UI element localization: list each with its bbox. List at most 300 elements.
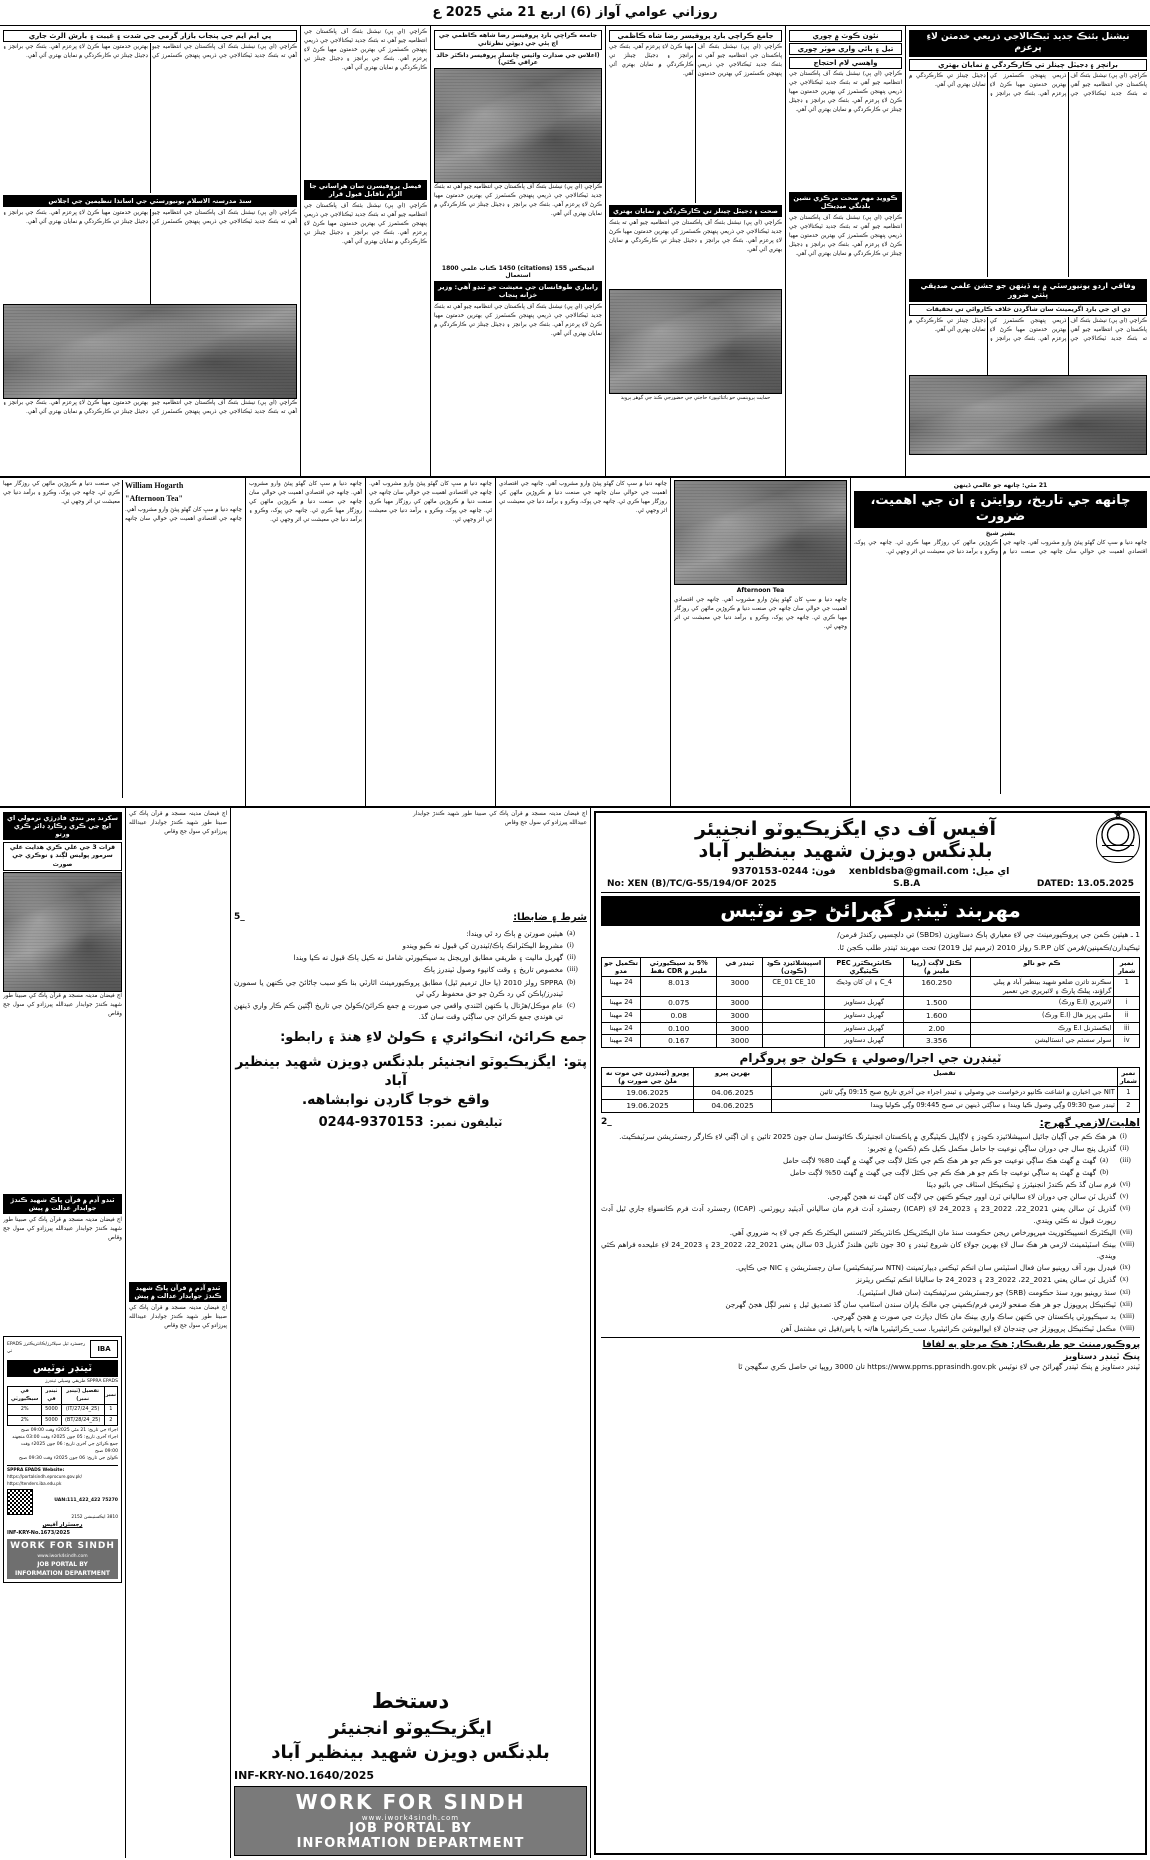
- cell-iba-sec: 2%: [8, 1415, 42, 1426]
- cell-code: [763, 1022, 825, 1035]
- article-body-karachi: ڪراچي (اي ٻي) نيشنل بئنڪ آف پاڪستان جي انتظاميه چيو آهي ته بئنڪ جديد ٽيڪنالاجي جي ذريعي پنهنجن ڪسٽمرز کي بهترين خدمتون مهيا ڪرڻ لاءِ پرعزم آهي. بئنڪ جي برانچز ۽ ڊجيٽل چينلز تي ڪارڪردگي ۾ نمايان بهتري آئي آهي.: [609, 44, 782, 78]
- table-header-row: [8, 1387, 118, 1405]
- cell-work: لائبريري (E.I ورڪ): [970, 997, 1114, 1010]
- contact-section-title: جمع ڪرائڻ، انڪوائري ۽ ڪولڻ لاءِ هنڌ ۽ رابطو:: [280, 1030, 587, 1046]
- item-submarker: (a): [1100, 1155, 1108, 1164]
- headline-theft-2: تيل ۽ ٻائي واري موٽر چوري: [789, 43, 902, 55]
- table-row: [602, 1035, 1140, 1048]
- item-submarker: (b): [1100, 1167, 1109, 1176]
- hogarth-artist: William Hogarth: [125, 481, 184, 490]
- th-pec: ڪانٽريڪٽرز PEC ڪيٽيگري: [825, 957, 903, 976]
- eligibility-item: [601, 1131, 1140, 1142]
- headline-nbp: نيشنل بئنڪ جديد ٽيڪنالاجي ذريعي خدمتن لاءِ پرعزم: [909, 30, 1147, 57]
- article-body-bot-left-2: اڄ فيضان مدينہ مسجد ۾ قرآن پاڪ کي صبينا طور شهيد ڪندڙ جوابدار عبيدالله پيرزادو کي سول جج وقاص: [3, 1217, 122, 1242]
- cell-pec: گهربل دستاويز: [825, 1022, 903, 1035]
- article-body-kovid: ڪراچي (اي ٻي) نيشنل بئنڪ آف پاڪستان جي انتظاميه چيو آهي ته بئنڪ جديد ٽيڪنالاجي جي ذريعي پنهنجن ڪسٽمرز کي بهترين خدمتون مهيا ڪرڻ لاءِ پرعزم آهي. بئنڪ جي برانچز ۽ ڊجيٽل چينلز تي ڪارڪردگي ۾ نمايان بهتري آئي آهي.: [789, 215, 902, 258]
- tender-intro-2: ٺيڪيدارن/ڪمپنين/فرمن کان S.P.P رولز 2010 (ترميم ٿيل 2019) تحت مهربند ٽينڊر طلب ڪجن ٿا.: [837, 942, 1140, 952]
- th-prog-d1: بهرين پيرو: [694, 1067, 772, 1086]
- photo-group: [609, 289, 782, 394]
- tea-col-c: [495, 478, 670, 806]
- table-row: [602, 1099, 1140, 1112]
- iba-tender-title: ٽينڊر نوٽيس: [7, 1360, 118, 1377]
- condition-item: [234, 964, 587, 975]
- table-row: [602, 1022, 1140, 1035]
- th-prog-no: نمبر شمار: [1117, 1067, 1139, 1086]
- tea-col-photo: [670, 478, 850, 806]
- th-work: ڪم جو نالو: [970, 957, 1114, 976]
- iba-bullet: جمع ڪرائڻ جي آخري تاريخ: 06 جون 2025ء وقت 09:00 صبح: [20, 1441, 118, 1454]
- item-marker: (v): [1120, 1192, 1129, 1201]
- tender-divider: [601, 1337, 1140, 1338]
- item-marker: (iii): [1120, 1155, 1131, 1164]
- cell-pec: C_4 ۽ ان کان وڌيڪ: [825, 977, 903, 997]
- metric-index: انڊيڪس 155 (citations) 1450 ڪتاب علمي 1800 استعمال: [441, 264, 595, 279]
- tea-author: بشير شيخ: [985, 529, 1016, 537]
- wfs-small-banner[interactable]: [7, 1539, 118, 1579]
- th-prog-d2: پويرو (ٽينڊرن جي موت نه ملڻ جي صورت ۾): [602, 1067, 694, 1086]
- cell-iba-no: 2: [104, 1415, 117, 1426]
- tender-continuation-column: [230, 808, 590, 1858]
- item-text: بينڪ اسٽيٽمينٽ لازمي هر هڪ سال لاءِ بهرين جولاءِ کان شروع ٽينڊر ۽ 30 جون تائين هلندڙ گذريل 03 سالن يعني 2021_22، 2022_23 ۽ 2023_24 لاءِ عليحده فراهم ڪئي ويندي.: [601, 1239, 1116, 1261]
- headline-theft-3: واهسي لام احتجاج: [789, 57, 902, 69]
- cell-prog-d1: 04.06.2025: [694, 1099, 772, 1112]
- top-col-karachi: [605, 26, 785, 476]
- tea-headline: چانهه جي تاريخ، روايتن ۽ ان جي اهميت، ضرورت: [854, 491, 1147, 528]
- wfs-small-title: WORK FOR SINDH: [10, 1541, 115, 1552]
- inf-number: INF-KRY-NO.1640/2025: [234, 1769, 375, 1783]
- item-marker: [1120, 1167, 1140, 1178]
- th-code: اسپيشلائيزڊ ڪوڊ (ڪوڊن): [763, 957, 825, 976]
- headline-isd: سنڌ مدرستہ الاسلام يونيورسٽي جي اساتذا تنظيمين جي اجلاس: [3, 195, 297, 207]
- iba-line-2: رجسٽرڊ ٿيل سپلائرز/ڪانٽريڪٽرز EPADS تي: [7, 1342, 86, 1355]
- th-cost: ڪئل لاڳت (رپيا ملينز ۾): [903, 957, 970, 976]
- item-text: اليڪٽرڪ انسپيڪٽوريٽ ميرپورخاص ريجن حڪومت سنڌ مان اليڪٽريڪل ڪانٽريڪٽر لائسنس اليڪٽرڪ ڪم جي لاءِ بہ ضروري آهي.: [729, 1227, 1116, 1237]
- cell-work: ملٽي پرپز هال (E.I ورڪ): [970, 1009, 1114, 1022]
- table-row: [8, 1415, 118, 1426]
- conditions-number: 5_: [234, 911, 245, 922]
- cell-code: [763, 1009, 825, 1022]
- telephone-label: ٽيليفون نمبر:: [429, 1116, 503, 1130]
- tender-contact-line: اي ميل: xenbldsba@gmail.com فون: 0244-9370153: [731, 866, 1010, 877]
- item-text: فرم سان گڏ ڪم ڪندڙ انجنيئرز ۽ ٽيڪنيڪل اسٽاف جي بائيو ڊيٽا: [926, 1180, 1116, 1190]
- cell-fee: 3000: [717, 997, 763, 1010]
- item-marker: (vi): [1120, 1180, 1131, 1189]
- wfs-url[interactable]: www.iwork4sindh.com: [361, 1814, 460, 1823]
- cell-prog-d1: 04.06.2025: [694, 1087, 772, 1100]
- eligibility-item: [601, 1179, 1140, 1190]
- item-marker: (c): [567, 1000, 575, 1009]
- iba-bullet: اجراء جي تاريخ: 21 مئي 2025ء وقت 09:00 صبح: [21, 1428, 118, 1434]
- cell-fee: 3000: [717, 1009, 763, 1022]
- article-body-sehat: ڪراچي (اي ٻي) نيشنل بئنڪ آف پاڪستان جي انتظاميه چيو آهي ته بئنڪ جديد ٽيڪنالاجي جي ذريعي پنهنجن ڪسٽمرز کي بهترين خدمتون مهيا ڪرڻ لاءِ پرعزم آهي. بئنڪ جي برانچز ۽ ڊجيٽل چينلز تي ڪارڪردگي ۾ نمايان بهتري آئي آهي.: [609, 220, 782, 254]
- cell-prog-d2: 19.06.2025: [602, 1099, 694, 1112]
- headline-sk: سکرند پير ننڊي فادرڙي نرمولي اي ايچ جي ڪري رڪارڊ ڊائر ڪري ورتو: [3, 812, 122, 840]
- tea-body-c: چانهه دنيا ۾ سڀ کان گهڻو پيئڻ وارو مشروب آهي. چانهه جي اقتصادي اهميت جي حوالي سان چانهه جي صنعت دنيا ۾ ڪروڙين ماڻهن کي روزگار مهيا ڪري ٿي. چانهه جي پوک، وڪرو ۽ برآمد دنيا جي معيشت تي اثر وجهي ٿي.: [499, 481, 667, 515]
- item-text: گذريل ٽن سالن جي دوران لاءِ سالياني ٽرن اوور جيڪو ڪنهن جي لاڳت کان گهٽ نه هجڻ گهرجي.: [827, 1192, 1116, 1202]
- email-value: xenbldsba@gmail.com: [848, 866, 969, 877]
- condition-item: [234, 928, 587, 939]
- tea-body-hogarth: چانهه دنيا ۾ سڀ کان گهڻو پيئڻ وارو مشروب آهي. چانهه جي اقتصادي اهميت جي حوالي سان چانهه جي صنعت دنيا ۾ ڪروڙين ماڻهن کي روزگار مهيا ڪري ٿي. چانهه جي پوک، وڪرو ۽ برآمد دنيا جي معيشت تي اثر وجهي ٿي.: [3, 481, 242, 522]
- cell-cdr: 8.013: [641, 977, 717, 997]
- article-body-bot-left-1: اڄ فيضان مدينہ مسجد ۾ قرآن پاڪ کي صبينا طور شهيد ڪندڙ جوابدار عبيدالله پيرزادو کي سول جج وقاص: [3, 993, 122, 1018]
- tender-program-table: [601, 1067, 1140, 1113]
- item-text: بد سيڪيورٽي پاڪستان جي ڪنهن ساڪ واري بينڪ مان ڪال ڊپازٽ جي صورت ۾ هجڻ گهرجي.: [831, 1311, 1116, 1321]
- tea-body-d: چانهه دنيا ۾ سڀ کان گهڻو پيئڻ وارو مشروب آهي. چانهه جي اقتصادي اهميت جي حوالي سان چانهه جي صنعت دنيا ۾ ڪروڙين ماڻهن کي روزگار مهيا ڪري ٿي. چانهه جي پوک، وڪرو ۽ برآمد دنيا جي معيشت تي اثر وجهي ٿي.: [369, 481, 492, 524]
- item-text: هر هڪ ڪم جي آڳيان جائيل اسپيشلائيزڊ ڪوڊز ۽ لاڳاپيل ڪيٽيگري ۾ پاڪستان انجنيئرنگ ڪائونسل سان جون 2025 تائين ۽ ان اڳتي لاءِ ڪارگر رجسٽريشن سرٽيفڪيٽ.: [619, 1131, 1116, 1141]
- eligibility-item: [601, 1143, 1140, 1154]
- th-iba-no: نمبر: [104, 1387, 117, 1405]
- cell-no: iii: [1114, 1022, 1140, 1035]
- top-col-briefs: [785, 26, 905, 476]
- cell-work: ايڪسٽرنل E.I ورڪ: [970, 1022, 1114, 1035]
- cell-cost: 1.600: [903, 1009, 970, 1022]
- headline-karachi-uni: جامع ڪراچي بارڊ پروفيسر رضا شاه ڪاظمي: [609, 30, 782, 42]
- item-marker: (i): [567, 941, 574, 950]
- item-text: گهٽ ۾ گهٽ ٻه ساڳي نوعيت جا ڪم جو هر هڪ ڪم جي ڪئل لاڳت جي گهٽ ۾ گهٽ 50% لاڳت حامل: [789, 1167, 1096, 1177]
- subhead-iccbs: (اعلاس جي صدارت وائيس چانسلر پروفيسر ڊاڪٽر خالد عراقي ڪئي): [436, 51, 600, 66]
- item-marker: (x): [1120, 1275, 1129, 1284]
- item-marker: (vi): [1120, 1204, 1131, 1213]
- cell-no: ii: [1114, 1009, 1140, 1022]
- headline-iccbs: جامعه ڪراچي بارڊ پروفيسر رضا شاهه ڪاظمي جي اڄ ٻئي جي ڊيوٽي نظرثاني: [434, 30, 602, 50]
- th-fee: ٽينڊر في: [717, 957, 763, 976]
- eligibility-item: [601, 1262, 1140, 1273]
- item-text: گذريل ٽن سالن يعني 2021_22، 2022_23 ۽ 2023_24 جا ساليانا انڪم ٽيڪس ريٽرنز: [856, 1275, 1116, 1285]
- tea-col-e: [245, 478, 365, 806]
- eligibility-item: [601, 1227, 1140, 1238]
- article-body-nbp: ڪراچي (اي ٻي) نيشنل بئنڪ آف پاڪستان جي انتظاميه چيو آهي ته بئنڪ جديد ٽيڪنالاجي جي ذريعي پنهنجن ڪسٽمرز کي بهترين خدمتون مهيا ڪرڻ لاءِ پرعزم آهي. بئنڪ جي برانچز ۽ ڊجيٽل چينلز تي ڪارڪردگي ۾ نمايان بهتري آئي آهي.: [909, 73, 1147, 98]
- email-label: اي ميل: [975, 866, 1010, 877]
- item-marker: (ii): [1120, 1143, 1129, 1152]
- cell-cdr: 0.100: [641, 1022, 717, 1035]
- tender-banner-title: مهربند ٽينڊر گهرائڻ جو نوٽيس: [601, 896, 1140, 926]
- photo-tea-cups: [674, 480, 847, 585]
- iba-divider: [7, 1465, 118, 1466]
- bottom-section: [0, 808, 1150, 1858]
- iba-sppra-label: SPPRA EPADS Website:: [7, 1467, 65, 1473]
- wfs-line-2: INFORMATION DEPARTMENT: [296, 1836, 525, 1852]
- tender-header: [601, 817, 1140, 863]
- eligibility-list: [601, 1131, 1140, 1336]
- th-iba-fee: ٽينڊر في: [42, 1387, 61, 1405]
- item-marker: (xi): [1120, 1287, 1131, 1296]
- tea-body-right: چانهه دنيا ۾ سڀ کان گهڻو پيئڻ وارو مشروب آهي. چانهه جي اقتصادي اهميت جي حوالي سان چانهه جي صنعت دنيا ۾ ڪروڙين ماڻهن کي روزگار مهيا ڪري ٿي. چانهه جي پوک، وڪرو ۽ برآمد دنيا جي معيشت تي اثر وجهي ٿي.: [854, 539, 1147, 555]
- tender-conditions: [234, 906, 587, 1683]
- tender-notice: [594, 811, 1147, 1855]
- sindh-govt-crest-icon: [1096, 817, 1140, 863]
- headline-wafaqi: وفاقي اردو يونيورسٽي ۾ ٻه ڏينهن جو جشن علمي صديقي پٺتي ضرور: [909, 279, 1147, 302]
- eligibility-item: [601, 1274, 1140, 1285]
- condition-item: [234, 952, 587, 963]
- tender-docs-label: پنڪ ٽينڊر دستاويز: [1063, 1352, 1140, 1363]
- headline-quran: ٽندو آدم ۾ قرآن پاڪ شهيد ڪندڙ جوابدار عدالت ۾ پيش: [129, 1282, 227, 1302]
- photo-meeting-hall: [3, 304, 297, 399]
- tender-reference-line: [601, 877, 1140, 893]
- top-col-iccbs: [430, 26, 605, 476]
- eligibility-item: [601, 1323, 1140, 1334]
- table-row: [602, 977, 1140, 997]
- procurement-method-label: پروڪيورمينٽ جو طريقيڪار: هڪ مرحلو ٻه لفافا: [922, 1340, 1140, 1351]
- signature-designation-1: ايگزيڪيوٽو انجنيئر: [329, 1718, 492, 1740]
- cell-duration: 24 مهينا: [602, 1035, 641, 1048]
- eligibility-item: [601, 1167, 1140, 1178]
- wfs-small-line-1: JOB PORTAL BY: [37, 1561, 88, 1569]
- top-col-faisal: [300, 26, 430, 476]
- iba-inf-number: INF-KRY-No.1673/2025: [7, 1529, 70, 1536]
- tender-column: [590, 808, 1150, 1858]
- article-body-wafaqi: ڪراچي (اي ٻي) نيشنل بئنڪ آف پاڪستان جي انتظاميه چيو آهي ته بئنڪ جديد ٽيڪنالاجي جي ذريعي پنهنجن ڪسٽمرز کي بهترين خدمتون مهيا ڪرڻ لاءِ پرعزم آهي. بئنڪ جي برانچز ۽ ڊجيٽل چينلز تي ڪارڪردگي ۾ نمايان بهتري آئي آهي.: [909, 318, 1147, 343]
- item-text: فيڊرل بورڊ آف روينيو سان فعال اسٽيٽس سان انڪم ٽيڪس ڊيپارٽمينٽ (NTN سرٽيفڪيٽس) سان رجسٽريشن ۽ NIC جي ڪاپي.: [735, 1263, 1116, 1273]
- program-title: ٽينڊرن جي اجرا/وصولي ۽ ڪولڻ جو پروگرام: [739, 1050, 1002, 1065]
- cell-cdr: 0.075: [641, 997, 717, 1010]
- condition-item: [234, 940, 587, 951]
- address-label: پتو:: [563, 1055, 587, 1071]
- headline-prof-faisal: فيصل پروفيسرن سان هراساني جا الزام ناقابل قبول قرار: [304, 180, 427, 200]
- table-row: [602, 1087, 1140, 1100]
- iba-logo: IBA: [90, 1340, 118, 1358]
- iba-ext: 3810 ايڪسٽينشن 2152: [71, 1514, 118, 1520]
- tea-col-d: [365, 478, 495, 806]
- item-marker: (ix): [1120, 1263, 1131, 1272]
- table-row: [602, 997, 1140, 1010]
- item-text: مشروط اليڪٽرانڪ ٻاڪ/ٽينڊرن کي قبول نه ڪيو ويندو: [402, 941, 563, 951]
- conditions-title: شرط ۽ ضابطا:: [513, 912, 587, 923]
- eligibility-item: [601, 1287, 1140, 1298]
- iba-registrar: رجسٽرار آفيس: [42, 1522, 83, 1529]
- tea-body-e: چانهه دنيا ۾ سڀ کان گهڻو پيئڻ وارو مشروب آهي. چانهه جي اقتصادي اهميت جي حوالي سان چانهه جي صنعت دنيا ۾ ڪروڙين ماڻهن کي روزگار مهيا ڪري ٿي. چانهه جي پوک، وڪرو ۽ برآمد دنيا جي معيشت تي اثر وجهي ٿي.: [249, 481, 362, 524]
- bottom-col-narrow: [125, 808, 230, 1858]
- tea-body-mid: چانهه دنيا ۾ سڀ کان گهڻو پيئڻ وارو مشروب آهي. چانهه جي اقتصادي اهميت جي حوالي سان چانهه جي صنعت دنيا ۾ ڪروڙين ماڻهن کي روزگار مهيا ڪري ٿي. چانهه جي پوک، وڪرو ۽ برآمد دنيا جي معيشت تي اثر وجهي ٿي.: [674, 597, 847, 631]
- cell-cdr: 0.08: [641, 1009, 717, 1022]
- work-for-sindh-banner[interactable]: [234, 1786, 587, 1856]
- tea-afternoon-label: Afternoon Tea: [736, 587, 785, 594]
- headline-theft-1: نئون ڪوٽ ۾ چوري: [789, 30, 902, 42]
- top-news-section: [0, 26, 1150, 478]
- cell-iba-fee: 5000: [42, 1405, 61, 1416]
- item-marker: (b): [567, 977, 576, 986]
- eligibility-item: [601, 1239, 1140, 1261]
- item-marker: (vii): [1120, 1227, 1133, 1236]
- item-text: گهٽ ۾ گهٽ هڪ ساڳي نوعيت جو ڪم جو هر هڪ ڪم جي ڪئل لاڳت جي گهٽ ۾ گهٽ 80% لاڳت حامل: [782, 1155, 1096, 1165]
- office-line-2: بلڊنگس ڊويزن شهيد بينظير آباد: [698, 840, 993, 862]
- cell-cost: 1.500: [903, 997, 970, 1010]
- item-marker: (xiii): [1120, 1311, 1135, 1320]
- item-marker: (viii): [1120, 1324, 1135, 1332]
- cell-work: سڪرنڊ تاثرن ضلعو شهيد بينظير آباد ۾ پبلي گراؤنڊ، پبلڪ پارڪ ۽ لائبريري جي تعمير: [970, 977, 1114, 997]
- iba-tenders-url[interactable]: https://tenders.iba.edu.pk: [7, 1480, 62, 1486]
- headline-rabari: رابياري طوفانسان جي معيشت جو ٽنڊو آهي: وزير خزانه پنجاب: [434, 281, 602, 301]
- eligibility-item: [601, 1311, 1140, 1322]
- item-text: SPPRA رولز 2010 (يا حال ترميم ٿيل) مطابق پروڪيورمينٽ اٿارٽي بنا ڪو سبب ڄاڻائڻ جي ڪنهن يا سمورن ٽينڊرز/ٻاڪن کي رد ڪرڻ جو حق محفوظ رکي ٿي: [234, 977, 563, 998]
- cell-duration: 24 مهينا: [602, 977, 641, 997]
- iba-line-1: SPPRA EPADS طريقي وسيلي ٽينڊرز: [45, 1379, 118, 1385]
- iba-uan: UAN:111_422_422: [54, 1498, 101, 1504]
- cell-prog-detail: ٽينڊر صبح 09:30 وڳي وصول ڪيا ويندا ۽ ساڳئي ڏينهن تي صبح 09:445 وڳي ڪوليا ويندا: [772, 1099, 1118, 1112]
- item-marker: (i): [1120, 1131, 1127, 1140]
- cell-cost: 160.250: [903, 977, 970, 997]
- cell-pec: گهربل دستاويز: [825, 1035, 903, 1048]
- table-header-row: [602, 957, 1140, 976]
- cell-cdr: 0.167: [641, 1035, 717, 1048]
- article-body-iccbs: ڪراچي (اي ٻي) نيشنل بئنڪ آف پاڪستان جي انتظاميه چيو آهي ته بئنڪ جديد ٽيڪنالاجي جي ذريعي پنهنجن ڪسٽمرز کي بهترين خدمتون مهيا ڪرڻ لاءِ پرعزم آهي. بئنڪ جي برانچز ۽ ڊجيٽل چينلز تي ڪارڪردگي ۾ نمايان بهتري آئي آهي.: [434, 183, 602, 217]
- bottom-col-photos: [0, 808, 125, 1858]
- signature-block: [234, 1683, 587, 1782]
- signature-label: دستخط: [371, 1689, 450, 1714]
- eligibility-title: اهليت/لازمي گهرج:: [1039, 1116, 1140, 1129]
- top-col-punjab: [0, 26, 300, 476]
- cell-prog-no: 1: [1117, 1087, 1139, 1100]
- tea-feature-section: [0, 478, 1150, 808]
- office-line-1: آفيس آف دي ايگزيڪيوٽو انجنيئر: [695, 817, 996, 840]
- condition-item: [234, 1000, 587, 1022]
- cell-fee: 3000: [717, 1035, 763, 1048]
- tea-date-label: 21 مئي: چانهه جو عالمي ڏينهن: [953, 482, 1048, 489]
- eligibility-item: [601, 1299, 1140, 1310]
- wfs-small-line-2: INFORMATION DEPARTMENT: [15, 1570, 110, 1578]
- article-body-top-e1: ڪراچي (اي ٻي) نيشنل بئنڪ آف پاڪستان جي انتظاميه چيو آهي ته بئنڪ جديد ٽيڪنالاجي جي ذريعي پنهنجن ڪسٽمرز کي بهترين خدمتون مهيا ڪرڻ لاءِ پرعزم آهي. بئنڪ جي برانچز ۽ ڊجيٽل چينلز تي ڪارڪردگي ۾ نمايان بهتري آئي آهي.: [304, 29, 427, 72]
- subhead-nbp: برانچز ۽ ڊجيٽل چينلز تي ڪارڪردگي ۾ نمايان بهتري: [909, 59, 1147, 71]
- headline-quran-left: ٽندو آدم ۾ قرآن پاڪ شهيد ڪندڙ جوابدار عدالت ۾ پيش: [3, 1194, 122, 1214]
- headline-kovid: ڪوويڊ مهم صحت مرڪزي نشين بلڊنگي ميڊيڪل: [789, 192, 902, 212]
- wfs-small-url[interactable]: www.iwork4sindh.com: [37, 1553, 88, 1559]
- cell-iba-desc: (BT/28/24_25): [61, 1415, 104, 1426]
- article-body-top-f2: ڪراچي (اي ٻي) نيشنل بئنڪ آف پاڪستان جي انتظاميه چيو آهي ته بئنڪ جديد ٽيڪنالاجي جي ذريعي پنهنجن ڪسٽمرز کي بهترين خدمتون مهيا ڪرڻ لاءِ پرعزم آهي. بئنڪ جي برانچز ۽ ڊجيٽل چينلز تي ڪارڪردگي ۾ نمايان بهتري آئي آهي.: [3, 400, 297, 416]
- photo-officials: [909, 375, 1147, 455]
- cell-pec: گهربل دستاويز: [825, 1009, 903, 1022]
- address-office: ايگزيڪيوٽو انجنيئر بلڊنگس ڊويزن شهيد بينظير آباد: [235, 1054, 557, 1089]
- th-cdr: 5% بد سيڪيورٽي ملينز ۾ CDR نقط: [641, 957, 717, 976]
- eligibility-item: [601, 1203, 1140, 1225]
- tender-ref-no: No: XEN (B)/TC/G-55/194/OF 2025: [607, 879, 777, 889]
- photo-caption-group: حمايت پروينسي حو باٿنائيپورء حاجتي جي حضورجي ڪنڌ جي گوهر ٻرويد: [620, 395, 771, 402]
- iba-phone2: 75270: [102, 1498, 118, 1504]
- item-text: گهربل ماليت ۽ طريقي مطابق اوريجنل بد سيڪيورٽي شامل نه ڪيل ٻاڪ قبول نه ڪيا ويندا: [293, 953, 563, 963]
- item-text: هيٺين صورتن ۾ ٻاڪ رد ٿي ويندا:: [466, 929, 563, 938]
- tender-intro-1: 1 ـ هيٺين ڪمن جي پروڪيورمينٽ جي لاءِ معياري ٻاڪ دستاويزن (SBDs) تي دلچسپي رکندڙ فرمن/: [837, 930, 1140, 939]
- cell-duration: 24 مهينا: [602, 997, 641, 1010]
- item-text: گذريل پنج سال جي دوران ساڳي نوعيت جا حامل مڪمل ڪيل ڪم (ڪمن) ۾ تجربو:: [867, 1143, 1116, 1153]
- cell-iba-no: 1: [104, 1405, 117, 1416]
- eligibility-item: [601, 1155, 1140, 1166]
- masthead-text: روزاني عوامي آواز (6) اربع 21 مئي 2025 ع: [432, 5, 718, 20]
- article-body-bot-mid-top: اڄ فيضان مدينہ مسجد ۾ قرآن پاڪ کي صبينا طور شهيد ڪندڙ جوابدار عبيدالله پيرزادو کي سول جج وقاص: [413, 811, 587, 827]
- item-marker: (ii): [567, 953, 576, 962]
- tender-ref-date: DATED: 13.05.2025: [1036, 879, 1134, 889]
- subhead-sk: قرات 3 جي علي ڪري هدايت علي سرمور پوليس لڳند ۽ نوڪري جي صورت: [3, 842, 122, 870]
- item-text: عام موڪل/هڙتال يا ڪنهن اڻٽندي واقعي جي صورت ۾ جمع ڪرائڻ/ڪولڻ جي تاريخ اڳئين ڪم ڪار واري ڏينهن تي هوندي جمع ڪرائڻ جي ساڳئي وقت سان گڏ.: [234, 1000, 563, 1022]
- item-text: سنڌ روينيو بورڊ سنڌ حڪومت (SRB) جو رجسٽريشن سرٽيفڪيٽ (سان فعال اسٽيٽس).: [856, 1287, 1116, 1297]
- headline-punjab: پي ايم ايم جي پنجاب بازار گرمي جي شدت ۽ غيبت ۽ بارش الرٽ جاري: [3, 30, 297, 42]
- article-body-bot-narrow-1: اڄ فيضان مدينہ مسجد ۾ قرآن پاڪ کي صبينا طور شهيد ڪندڙ جوابدار عبيدالله پيرزادو کي سول جج وقاص: [129, 811, 227, 836]
- iba-tender-notice: [3, 1336, 122, 1583]
- item-text: گذريل ٽن سالن يعني 2021_22، 2022_23 ۽ 2023_24 لاءِ (ICAP) رجسٽرڊ آڊٽ فرم مان سالياني آڊيٽيڊ رپورٽس. (ICAP) رجسٽرڊ آڊٽ فرم ڪانسواءِ جاري ٿيل آڊٽ رپورٽ قبول نه ڪئي ويندي.: [601, 1204, 1116, 1225]
- cell-fee: 3000: [717, 1022, 763, 1035]
- th-iba-desc: تفصيل (ٽينڊر نمبر): [61, 1387, 104, 1405]
- cell-code: [763, 1035, 825, 1048]
- top-col-nbp: [905, 26, 1150, 476]
- item-text: ٽيڪنيڪل پروپوزل جو هر هڪ صفحو لازمي فرم/ڪمپني جي مالڪ ياران سندن اسٽامپ سان گڏ تصديق ٿيل ۽ نمبر لڳل هجڻ گهرجن: [725, 1299, 1116, 1309]
- th-no: نمبر شمار: [1114, 957, 1140, 976]
- address-place: واقع خوجا گارڊن نوابشاهه.: [301, 1091, 490, 1108]
- qr-code-icon[interactable]: [7, 1489, 33, 1515]
- hogarth-work: "Afternoon Tea": [125, 493, 183, 503]
- cell-code: CE_01 CE_10: [763, 977, 825, 997]
- article-body-bot-narrow-2: اڄ فيضان مدينہ مسجد ۾ قرآن پاڪ کي صبينا طور شهيد ڪندڙ جوابدار عبيدالله پيرزادو کي سول جج وقاص: [129, 1305, 227, 1330]
- cell-no: 1: [1114, 977, 1140, 997]
- cell-work: سولر سسٽم جي انسٽاليشن: [970, 1035, 1114, 1048]
- tender-ref-city: S.B.A: [893, 879, 921, 889]
- iba-bullet: اجراء آخري تاريخ: 05 جون 2025ء وقت 03:00 منجهند: [12, 1435, 118, 1441]
- tea-col-hogarth: [0, 478, 245, 806]
- article-body-faisal: ڪراچي (اي ٻي) نيشنل بئنڪ آف پاڪستان جي انتظاميه چيو آهي ته بئنڪ جديد ٽيڪنالاجي جي ذريعي پنهنجن ڪسٽمرز کي بهترين خدمتون مهيا ڪرڻ لاءِ پرعزم آهي. بئنڪ جي برانچز ۽ ڊجيٽل چينلز تي ڪارڪردگي ۾ نمايان بهتري آئي آهي.: [304, 203, 427, 246]
- iba-bullet: ڪولڻ جي تاريخ: 06 جون 2025ء وقت 09:30 صبح: [18, 1455, 118, 1461]
- photo-award-ceremony: [3, 872, 122, 992]
- item-text: مخصوص تاريخ ۽ وقت کانپوء وصول ٽينڊرز ٻاڪ: [423, 965, 563, 975]
- th-prog-detail: تفصيل: [772, 1067, 1118, 1086]
- cell-duration: 24 مهينا: [602, 1022, 641, 1035]
- eligibility-number: 2_: [601, 1116, 612, 1127]
- cell-code: [763, 997, 825, 1010]
- cell-fee: 3000: [717, 977, 763, 997]
- masthead: [0, 0, 1150, 26]
- article-body-briefs: ڪراچي (اي ٻي) نيشنل بئنڪ آف پاڪستان جي انتظاميه چيو آهي ته بئنڪ جديد ٽيڪنالاجي جي ذريعي پنهنجن ڪسٽمرز کي بهترين خدمتون مهيا ڪرڻ لاءِ پرعزم آهي. بئنڪ جي برانچز ۽ ڊجيٽل چينلز تي ڪارڪردگي ۾ نمايان بهتري آئي آهي.: [789, 71, 902, 114]
- table-row: [602, 1009, 1140, 1022]
- article-body-isd: ڪراچي (اي ٻي) نيشنل بئنڪ آف پاڪستان جي انتظاميه چيو آهي ته بئنڪ جديد ٽيڪنالاجي جي ذريعي پنهنجن ڪسٽمرز کي بهترين خدمتون مهيا ڪرڻ لاءِ پرعزم آهي. بئنڪ جي برانچز ۽ ڊجيٽل چينلز تي ڪارڪردگي ۾ نمايان بهتري آئي آهي.: [3, 210, 297, 226]
- eligibility-item: [601, 1191, 1140, 1202]
- cell-prog-no: 2: [1117, 1099, 1139, 1112]
- cell-cost: 2.00: [903, 1022, 970, 1035]
- telephone-value: 0244-9370153: [318, 1114, 424, 1130]
- phone-value: 0244-9370153: [731, 866, 809, 877]
- item-marker: (iii): [567, 965, 578, 974]
- cell-iba-sec: 2%: [8, 1405, 42, 1416]
- iba-tender-table: [7, 1386, 118, 1426]
- th-duration: تڪميل جو مدو: [602, 957, 641, 976]
- table-header-row: [602, 1067, 1140, 1086]
- item-marker: (xii): [1120, 1299, 1133, 1308]
- cell-prog-detail: NIT جي اخبارن ۾ اشاعت ڪانپو درخواست جي وصولي ۽ ٽينڊر اجراء جي آخري تاريخ صبح 09:15 وڳي ٿائين: [772, 1087, 1118, 1100]
- iba-sppra-url[interactable]: https://portalsindh.eprocure.gov.pk/: [7, 1474, 83, 1480]
- tender-works-table: [601, 957, 1140, 1048]
- cell-duration: 24 مهينا: [602, 1009, 641, 1022]
- tea-col-right: [850, 478, 1150, 806]
- cell-no: iv: [1114, 1035, 1140, 1048]
- subhead-wafaqi: ڊي اي جي بارڊ اگريمينٽ سان شاگردن خلاف ڪاروائي تي تحقيقات: [909, 304, 1147, 316]
- signature-designation-2: بلڊنگس ڊويزن شهيد بينظير آباد: [271, 1741, 550, 1763]
- cell-iba-fee: 5000: [42, 1415, 61, 1426]
- tender-docs-note: ٽينڊر دستاويز ۾ پنڪ ٽينڊر گهرائڻ جي لاءِ نوٽيس https://www.ppms.pprasindh.gov.pk تان 3000 روپيا تي حاصل ڪري سگهجن ٿا: [738, 1362, 1140, 1372]
- phone-label: فون: [815, 866, 836, 877]
- condition-item: [234, 977, 587, 999]
- tender-office-title: [601, 818, 1090, 863]
- wfs-line-1: JOB PORTAL BY: [349, 1821, 472, 1837]
- item-marker: (a): [567, 929, 575, 937]
- wfs-title: WORK FOR SINDH: [295, 1790, 526, 1815]
- cell-pec: گهربل دستاويز: [825, 997, 903, 1010]
- article-body-rabari: ڪراچي (اي ٻي) نيشنل بئنڪ آف پاڪستان جي انتظاميه چيو آهي ته بئنڪ جديد ٽيڪنالاجي جي ذريعي پنهنجن ڪسٽمرز کي بهترين خدمتون مهيا ڪرڻ لاءِ پرعزم آهي. بئنڪ جي برانچز ۽ ڊجيٽل چينلز تي ڪارڪردگي ۾ نمايان بهتري آئي آهي.: [434, 303, 602, 338]
- article-body-punjab: ڪراچي (اي ٻي) نيشنل بئنڪ آف پاڪستان جي انتظاميه چيو آهي ته بئنڪ جديد ٽيڪنالاجي جي ذريعي پنهنجن ڪسٽمرز کي بهترين خدمتون مهيا ڪرڻ لاءِ پرعزم آهي. بئنڪ جي برانچز ۽ ڊجيٽل چينلز تي ڪارڪردگي ۾ نمايان بهتري آئي آهي.: [3, 44, 297, 60]
- item-marker: (viii): [1120, 1239, 1135, 1248]
- cell-cost: 3.356: [903, 1035, 970, 1048]
- cell-no: i: [1114, 997, 1140, 1010]
- th-iba-sec: في سيڪيورٽي: [8, 1387, 42, 1405]
- cell-iba-desc: (IT/27/24_25): [61, 1405, 104, 1416]
- item-text: مڪمل ٽيڪنيڪل پروپوزلز جي چندجاڻ لاءِ ايواليوشن ڪرائيٽيريا. سب_ڪرائيٽيريا ها/نہ يا پاس/فيل تي مشتمل آهن: [780, 1324, 1116, 1333]
- cell-prog-d2: 19.06.2025: [602, 1087, 694, 1100]
- photo-speaker-podium: [434, 68, 602, 183]
- headline-sehat: صحت ۽ ڊجيٽل چينلز تي ڪارڪردگي ۾ نمايان بهتري: [609, 205, 782, 217]
- table-row: [8, 1405, 118, 1416]
